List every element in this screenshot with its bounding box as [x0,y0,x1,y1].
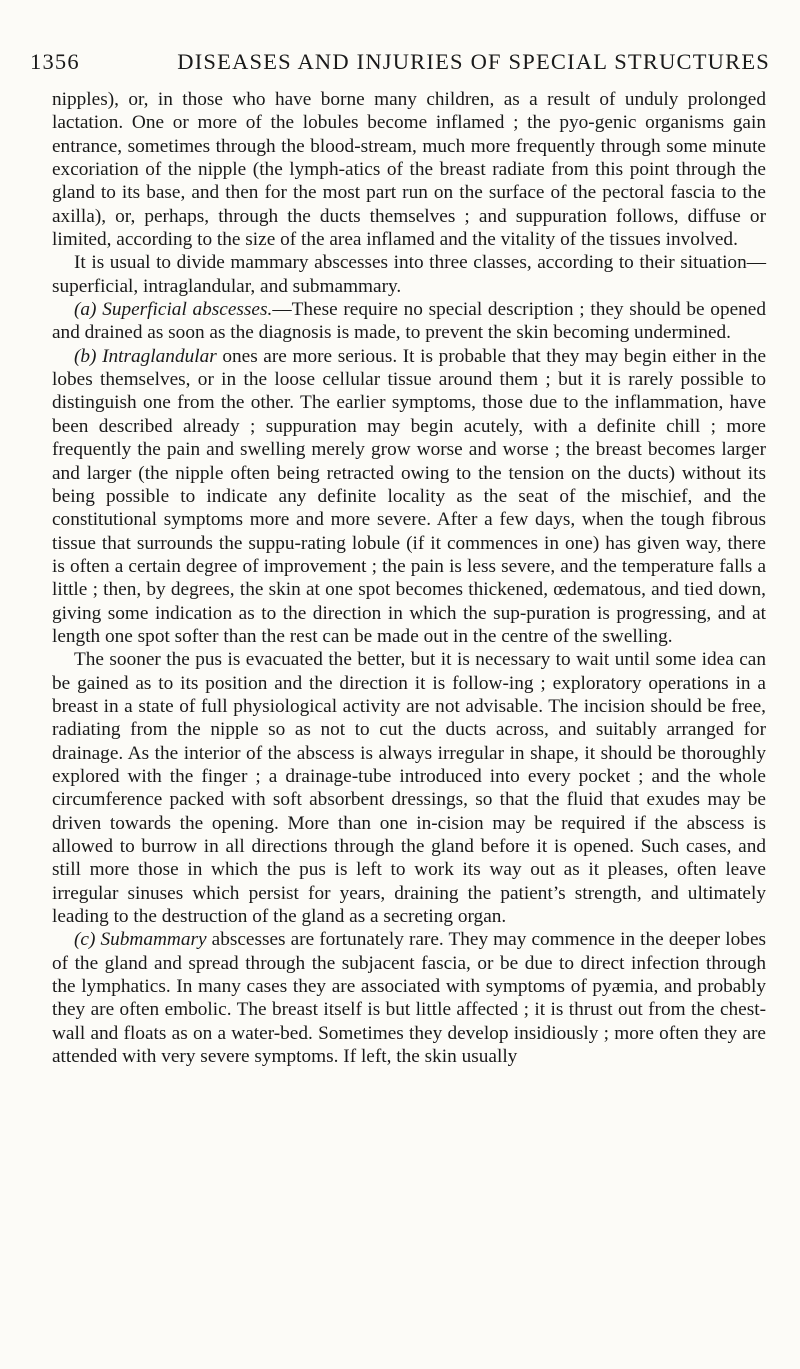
paragraph-treatment [52,648,766,928]
paragraph-submammary-abscesses [52,928,766,1068]
paragraph-text: The sooner the pus is evacuated the better, but it is necessary to wait until some idea can be gained as to its position and the direction it is follow-ing ; exploratory operations in a breast in a state of full physiological activity are not advisable. The incision should be free, radiating from the nipple so as not to cut the ducts across, and suitably arranged for drainage. As the interior of the abscess is always irregular in shape, it should be thoroughly explored with the finger ; a drainage-tube introduced into every pocket ; and the whole circumference packed with soft absorbent dressings, so that the fluid that exudes may be driven towards the opening. More than one in-cision may be required if the abscess is allowed to burrow in all directions through the gland before it is opened. Such cases, and still more those in which the pus is left to work its way out as it pleases, often leave irregular sinuses which persist for years, draining the patient’s strength, and ultimately leading to the destruction of the gland as a secreting organ. [52,649,766,928]
paragraph-text: ones are more serious. It is probable that they may begin either in the lobes themselves, or in the loose cellular tissue around them ; but it is rarely possible to distinguish one from the other. The earlier symptoms, those due to the inflammation, have been described already ; suppuration may begin acutely, with a definite chill ; more frequently the pain and swelling merely grow worse and worse ; the breast becomes larger and larger (the nipple often being retracted owing to the tension on the ducts) without its being possible to indicate any definite locality as the seat of the mischief, and the constitutional symptoms more and more severe. After a few days, when the tough fibrous tissue that surrounds the suppu-rating lobule (if it commences in one) has given way, there is often a certain degree of improvement ; the pain is less severe, and the temperature falls a little ; then, by degrees, the skin at one spot becomes thickened, œdematous, and tied down, giving some indication as to the direction in which the sup-puration is progressing, and at length one spot softer than the rest can be made out in the centre of the swelling. [52,345,766,647]
paragraph-text: nipples), or, in those who have borne many children, as a result of unduly prolonged lactation. One or more of the lobules become inflamed ; the pyo-genic organisms gain entrance, sometimes through the blood-stream, much more frequently through some minute excoriation of the nipple (the lymph-atics of the breast radiate from this point through the gland to its base, and then for the most part run on the surface of the pectoral fascia to the axilla), or, perhaps, through the ducts themselves ; and suppuration follows, diffuse or limited, according to the size of the area inflamed and the vitality of the tissues involved. [52,89,766,251]
paragraph-continuation [52,88,766,251]
section-label-submammary: (c) Submammary [74,929,207,951]
paragraph-text: —These require no special description ; they should be opened and drained as soon as the diagnosis is made, to prevent the skin becoming undermined. [52,299,766,344]
section-label-intraglandular: (b) Intraglandular [74,345,217,367]
page-number: 1356 [30,49,80,74]
paragraph-text: abscesses are fortunately rare. They may commence in the deeper lobes of the gland and spread through the subjacent fascia, or be due to direct infection through the lymphatics. In many cases they are associated with symptoms of pyæmia, and probably they are often embolic. The breast itself is but little affected ; it is thrust out from the chest-wall and floats as on a water-bed. Sometimes they develop insidiously ; more often they are attended with very severe symptoms. If left, the skin usually [52,929,766,1068]
paragraph-classification [52,251,766,298]
paragraph-superficial-abscesses [52,298,766,345]
paragraph-intraglandular-abscesses [52,345,766,648]
section-label-superficial: (a) Superficial abscesses. [74,299,273,321]
running-title: DISEASES AND INJURIES OF SPECIAL STRUCTURES [177,49,770,74]
paragraph-text: It is usual to divide mammary abscesses into three classes, according to their situation—superficial, intraglandular, and submammary. [52,252,766,297]
running-header [30,47,770,77]
body-text [52,88,766,1068]
